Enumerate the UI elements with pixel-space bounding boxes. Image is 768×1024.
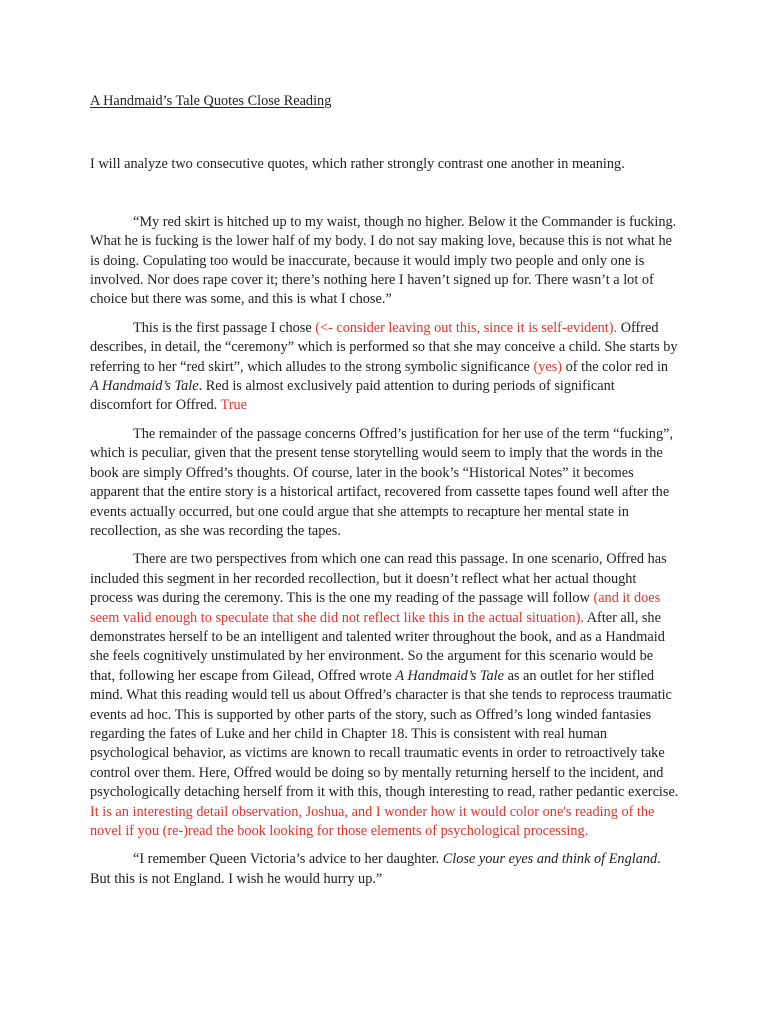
- analysis-paragraph-first-passage: [90, 319, 680, 416]
- document-title: A Handmaid’s Tale Quotes Close Reading: [90, 93, 332, 109]
- quote-text: “I remember Queen Victoria’s advice to her daughter.: [133, 851, 443, 868]
- quote-one-paragraph: “My red skirt is hitched up to my waist, though no higher. Below it the Commander is fucking. What he is fucking is the lower half of my body. I do not say making love, because this is not what he is doing. Copulating too would be inaccurate, because it would imply two people and only one is involved. Nor does rape cover it; there’s nothing here I haven’t signed up for. There wasn’t a lot of choice but there was some, and this is what I chose.”: [90, 213, 677, 308]
- quote-italic-text: Close your eyes and think of England: [442, 851, 658, 868]
- analysis-text: There are two perspectives from which one can read this passage. In one scenario, Offred has included this segment in her recorded recollection, but it doesn’t reflect what her actual thought process was during the ceremony. This is the one my reading of the passage will follow: [90, 551, 667, 607]
- analysis-text: This is the first passage I chose: [133, 319, 316, 336]
- teacher-comment: True: [220, 397, 247, 414]
- analysis-paragraph-remainder: The remainder of the passage concerns Offred’s justification for her use of the term “fucking”, which is peculiar, given that the present tense storytelling would seem to imply that the words in the book are simply Offred’s thoughts. Of course, later in the book’s “Historical Notes” it becomes apparent that the entire story is a historical artifact, recovered from cassette tapes found well after the events actually occurred, but one could argue that she attempts to recapture her mental state in recollection, as she was recording the tapes.: [90, 425, 674, 539]
- book-title-italic: A Handmaid’s Tale: [395, 667, 504, 684]
- teacher-comment: (yes): [533, 358, 563, 375]
- book-title-italic: A Handmaid’s Tale: [90, 378, 199, 395]
- quote-text: . But this is not England. I wish he would hurry up.”: [90, 851, 661, 887]
- analysis-text: of the color red in: [562, 358, 669, 375]
- analysis-paragraph-perspectives: [90, 550, 680, 841]
- teacher-comment: (and it does seem valid enough to speculate that she did not reflect like this in the actual situation).: [90, 590, 661, 626]
- teacher-comment: (<- consider leaving out this, since it is self-evident).: [315, 319, 618, 336]
- intro-paragraph: I will analyze two consecutive quotes, which rather strongly contrast one another in meaning.: [90, 156, 625, 173]
- analysis-text: as an outlet for her stifled mind. What this reading would tell us about Offred’s character is that she tends to reprocess traumatic events ad hoc. This is supported by other parts of the story, such as Offred’s long winded fantasies regarding the fates of Luke and her child in Chapter 18. This is consistent with real human psychological behavior, as victims are known to recall traumatic events in order to retroactively take control over them. Here, Offred would be doing so by mentally returning herself to the incident, and psychologically detaching herself from it with this, though interesting to read, rather pedantic exercise.: [90, 667, 679, 801]
- quote-two-paragraph: [90, 850, 680, 889]
- analysis-text: Offred describes, in detail, the “ceremony” which is performed so that she may conceive a child. She starts by referring to her “red skirt”, which alludes to the strong symbolic significance: [90, 319, 678, 375]
- teacher-comment: It is an interesting detail observation, Joshua, and I wonder how it would color one's reading of the novel if you (re-)read the book looking for those elements of psychological processing.: [90, 803, 655, 839]
- analysis-text: After all, she demonstrates herself to be an intelligent and talented writer throughout the book, and as a Handmaid she feels cognitively unstimulated by her environment. So the argument for this scenario would be that, following her escape from Gilead, Offred wrote: [90, 609, 665, 684]
- analysis-text: . Red is almost exclusively paid attention to during periods of significant discomfort for Offred.: [90, 378, 615, 414]
